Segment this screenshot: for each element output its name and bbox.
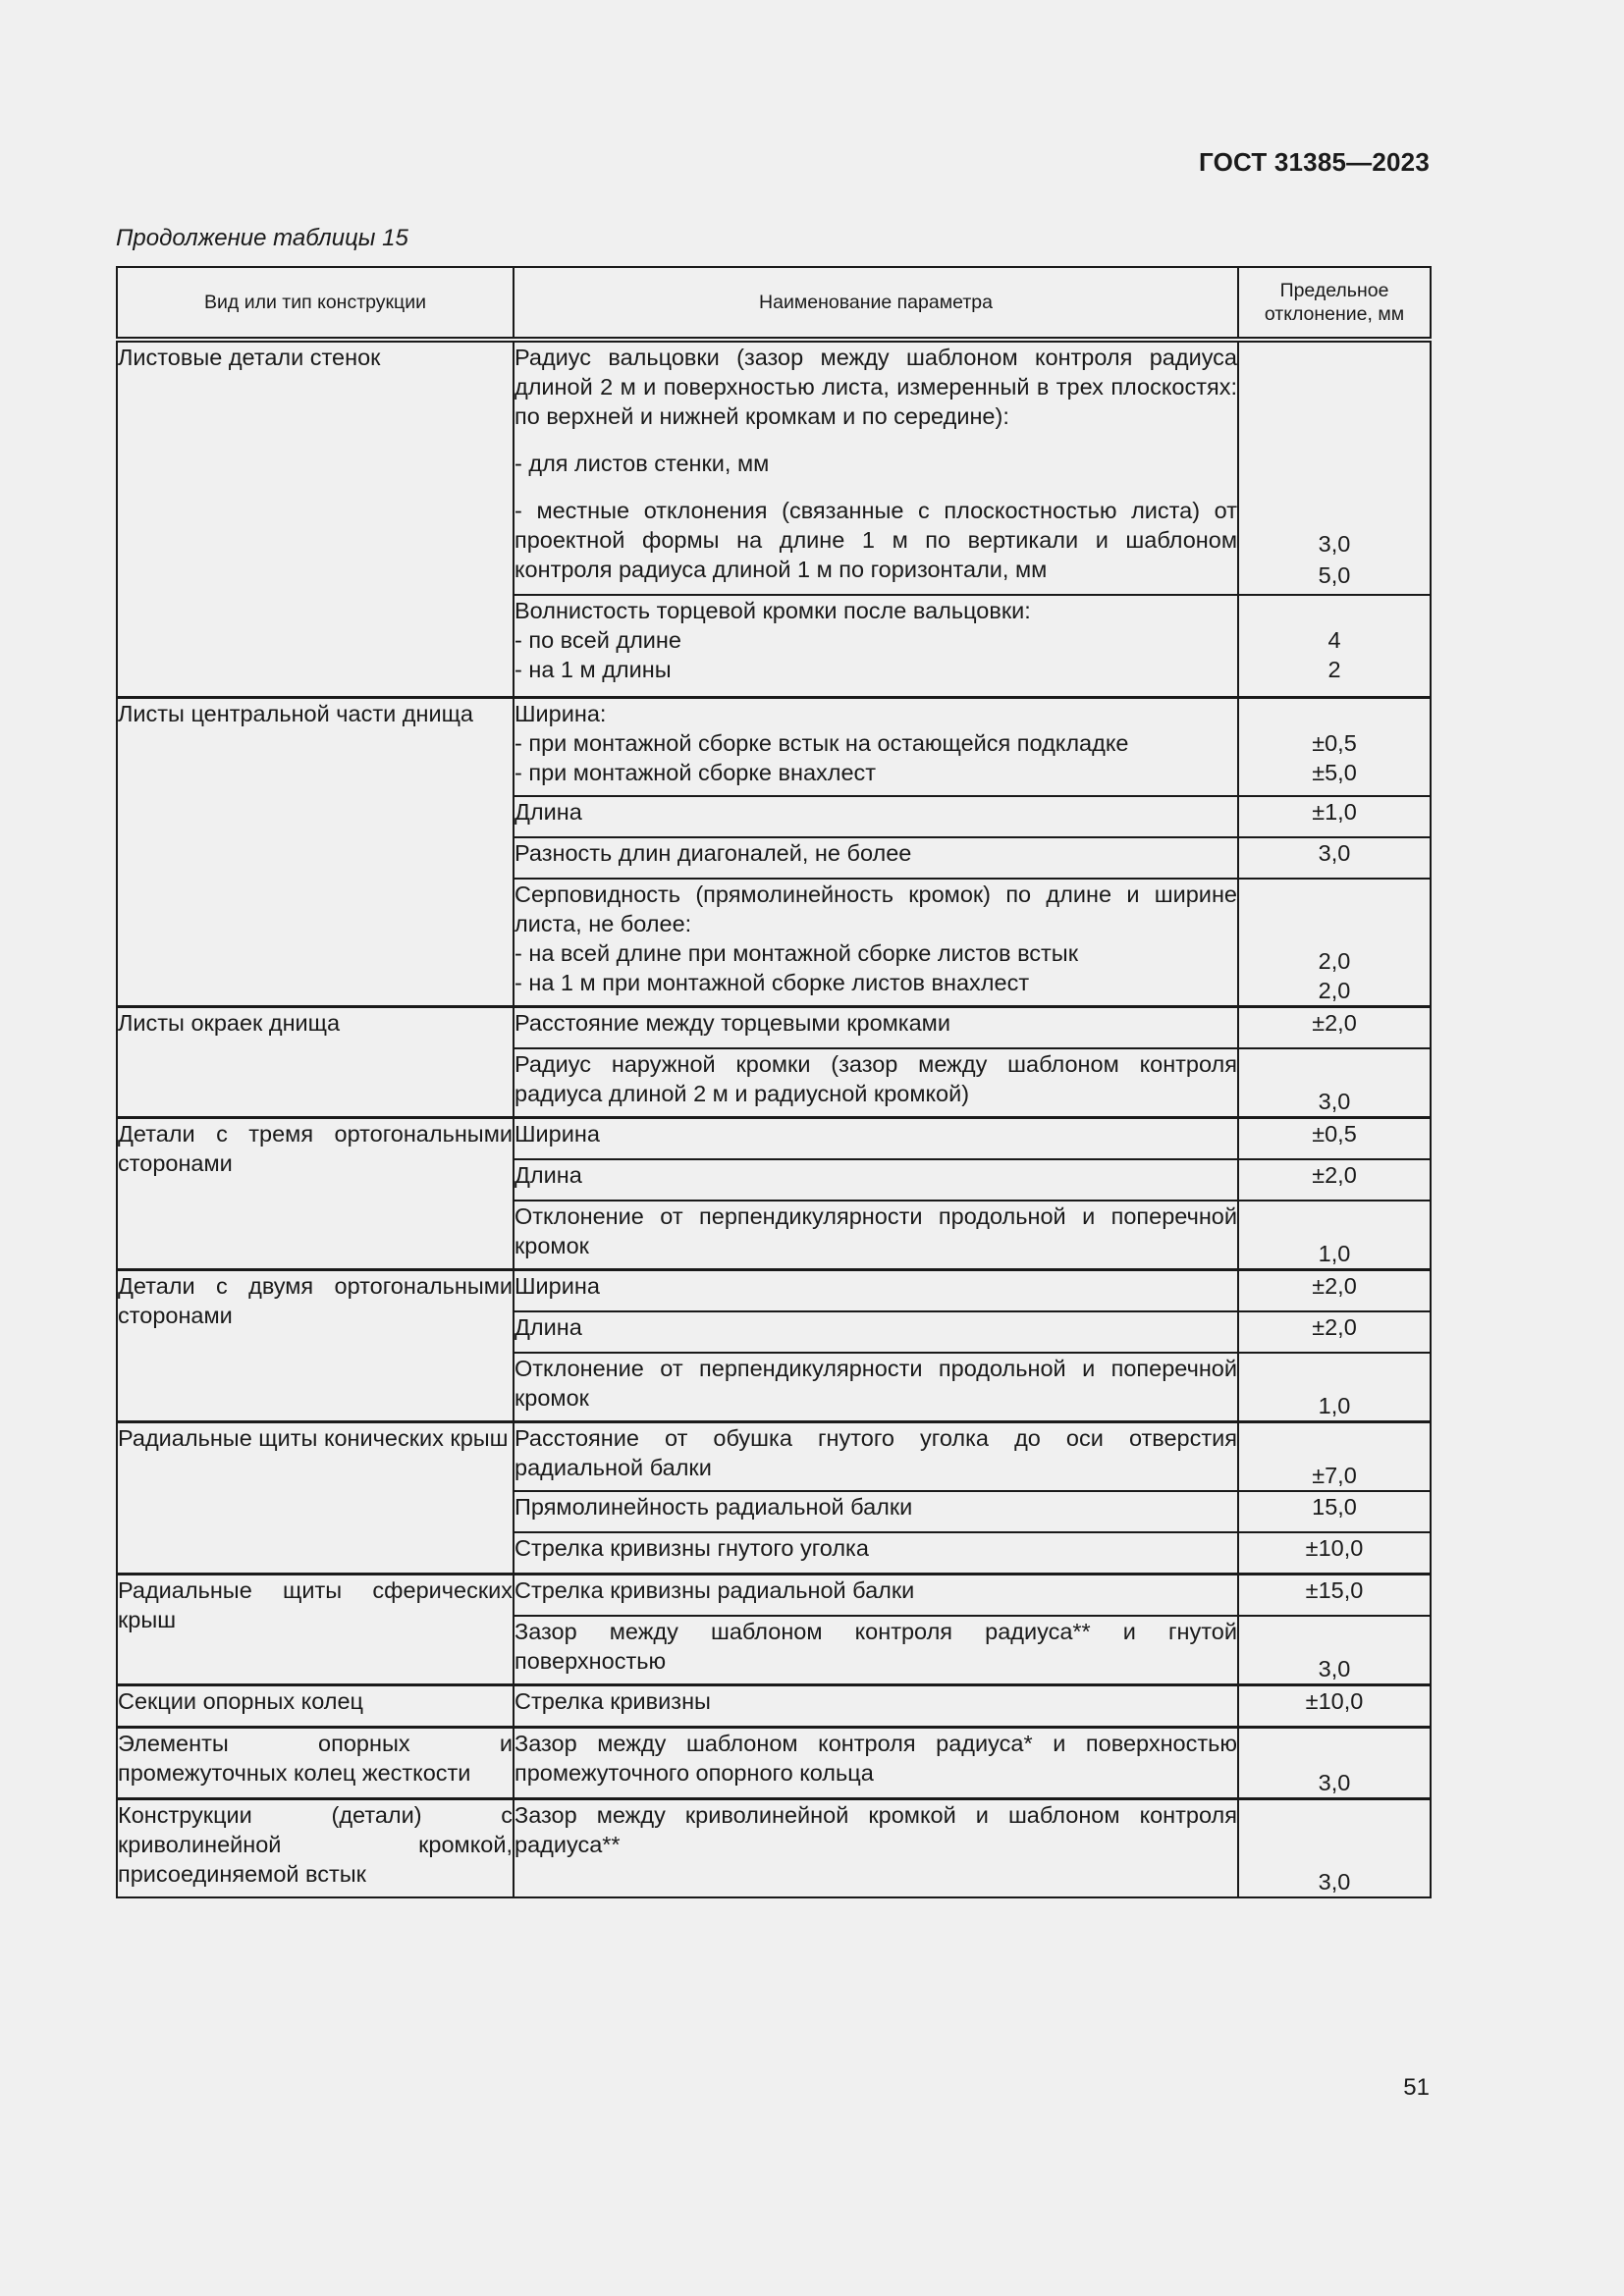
table-header-row	[117, 267, 1431, 340]
parameter-cell: Зазор между шаблоном контроля радиуса** и гнутой поверхностью	[514, 1616, 1238, 1685]
tolerance-value: 4	[1327, 627, 1341, 653]
parameter-title: Волнистость торцевой кромки после вальцовки:	[514, 598, 1031, 623]
parameter-item: - на 1 м длины	[514, 657, 672, 682]
parameter-item: - на всей длине при монтажной сборке листов встык	[514, 940, 1078, 966]
tolerance-cell: ±1,0	[1238, 796, 1431, 837]
tolerance-value: 2	[1327, 657, 1341, 682]
parameter-cell: Зазор между шаблоном контроля радиуса* и поверхностью промежуточного опорного кольца	[514, 1728, 1238, 1799]
construction-type-cell: Радиальные щиты сферических крыш	[117, 1575, 514, 1685]
tolerance-cell	[1238, 698, 1431, 797]
construction-type-cell: Листы окраек днища	[117, 1007, 514, 1118]
tolerance-cell	[1238, 879, 1431, 1007]
tolerance-value: ±5,0	[1312, 760, 1357, 785]
table-row	[117, 1270, 1431, 1312]
page-number: 51	[1403, 2074, 1430, 2101]
parameter-cell: Длина	[514, 796, 1238, 837]
tolerance-cell: ±10,0	[1238, 1532, 1431, 1575]
table-row	[117, 1422, 1431, 1492]
tolerance-cell: ±10,0	[1238, 1685, 1431, 1728]
table-caption: Продолжение таблицы 15	[116, 225, 408, 251]
tolerance-cell: ±2,0	[1238, 1007, 1431, 1049]
tolerance-cell: ±15,0	[1238, 1575, 1431, 1617]
tolerance-value: 5,0	[1318, 562, 1351, 588]
table-row	[117, 340, 1431, 595]
parameter-cell: Длина	[514, 1311, 1238, 1353]
parameter-cell	[514, 698, 1238, 797]
parameter-title: Ширина:	[514, 701, 607, 726]
parameter-item: - местные отклонения (связанные с плоскостностью листа) от проектной формы на длине 1 м по вертикали и шаблоном контроля радиуса длиной 1 м по горизонтали, мм	[514, 498, 1237, 582]
parameter-cell	[514, 595, 1238, 698]
header-construction-type: Вид или тип конструкции	[117, 267, 514, 340]
tolerance-cell: 3,0	[1238, 1728, 1431, 1799]
construction-type-cell: Секции опорных колец	[117, 1685, 514, 1728]
construction-type-cell: Листы центральной части днища	[117, 698, 514, 1007]
tolerance-cell: 3,0	[1238, 1616, 1431, 1685]
parameter-cell: Стрелка кривизны радиальной балки	[514, 1575, 1238, 1617]
header-tolerance	[1238, 267, 1431, 340]
parameter-cell: Разность длин диагоналей, не более	[514, 837, 1238, 879]
tolerance-cell: ±7,0	[1238, 1422, 1431, 1492]
tolerance-cell	[1238, 595, 1431, 698]
parameter-cell: Прямолинейность радиальной балки	[514, 1491, 1238, 1532]
tolerance-cell: 3,0	[1238, 1048, 1431, 1118]
tolerance-cell	[1238, 340, 1431, 595]
construction-type-cell: Листовые детали стенок	[117, 340, 514, 698]
parameter-cell: Длина	[514, 1159, 1238, 1201]
parameter-cell: Отклонение от перпендикулярности продольной и поперечной кромок	[514, 1353, 1238, 1422]
tolerance-cell: ±2,0	[1238, 1311, 1431, 1353]
parameter-item: - при монтажной сборке встык на остающейся подкладке	[514, 730, 1129, 756]
construction-type-cell: Детали с двумя ортогональными сторонами	[117, 1270, 514, 1422]
header-tolerance-line-2: отклонение, мм	[1264, 303, 1405, 325]
parameter-cell: Зазор между криволинейной кромкой и шаблоном контроля радиуса**	[514, 1799, 1238, 1898]
tolerance-value: 2,0	[1318, 978, 1351, 1003]
parameter-cell: Стрелка кривизны гнутого уголка	[514, 1532, 1238, 1575]
parameter-intro: Радиус вальцовки (зазор между шаблоном контроля радиуса длиной 2 м и поверхностью листа, измеренный в трех плоскостях: по верхней и нижней кромкам и по середине):	[514, 345, 1237, 429]
parameter-cell: Ширина	[514, 1270, 1238, 1312]
tolerance-cell: 1,0	[1238, 1201, 1431, 1270]
table-row	[117, 1799, 1431, 1898]
tolerance-cell: 3,0	[1238, 1799, 1431, 1898]
parameter-cell	[514, 340, 1238, 595]
tolerance-cell: 15,0	[1238, 1491, 1431, 1532]
parameter-cell: Радиус наружной кромки (зазор между шаблоном контроля радиуса длиной 2 м и радиусной кромкой)	[514, 1048, 1238, 1118]
table-row	[117, 1575, 1431, 1617]
parameter-cell: Стрелка кривизны	[514, 1685, 1238, 1728]
tolerance-value: ±0,5	[1312, 730, 1357, 756]
tolerance-cell: 3,0	[1238, 837, 1431, 879]
parameter-cell: Отклонение от перпендикулярности продольной и поперечной кромок	[514, 1201, 1238, 1270]
construction-type-cell: Конструкции (детали) с криволинейной кромкой, присоединяемой встык	[117, 1799, 514, 1898]
document-code: ГОСТ 31385—2023	[1199, 147, 1430, 177]
construction-type-cell: Элементы опорных и промежуточных колец жесткости	[117, 1728, 514, 1799]
header-tolerance-line-1: Предельное	[1279, 280, 1389, 301]
parameter-item: - при монтажной сборке внахлест	[514, 760, 877, 785]
parameter-item: - для листов стенки, мм	[514, 451, 770, 476]
table-row	[117, 1007, 1431, 1049]
parameter-cell: Расстояние между торцевыми кромками	[514, 1007, 1238, 1049]
table-row	[117, 1685, 1431, 1728]
tolerance-table	[116, 266, 1432, 1898]
parameter-item: - на 1 м при монтажной сборке листов внахлест	[514, 970, 1030, 995]
parameter-cell: Расстояние от обушка гнутого уголка до оси отверстия радиальной балки	[514, 1422, 1238, 1492]
parameter-cell: Ширина	[514, 1118, 1238, 1160]
table-row	[117, 1728, 1431, 1799]
tolerance-value: 2,0	[1318, 948, 1351, 974]
parameter-cell	[514, 879, 1238, 1007]
parameter-title: Серповидность (прямолинейность кромок) по длине и ширине листа, не более:	[514, 881, 1237, 936]
table-row	[117, 1118, 1431, 1160]
construction-type-cell: Детали с тремя ортогональными сторонами	[117, 1118, 514, 1270]
construction-type-cell: Радиальные щиты конических крыш	[117, 1422, 514, 1575]
tolerance-cell: ±2,0	[1238, 1159, 1431, 1201]
tolerance-cell: ±0,5	[1238, 1118, 1431, 1160]
tolerance-cell: 1,0	[1238, 1353, 1431, 1422]
tolerance-value: 3,0	[1318, 531, 1351, 557]
header-parameter-name: Наименование параметра	[514, 267, 1238, 340]
table-row	[117, 698, 1431, 797]
parameter-item: - по всей длине	[514, 627, 681, 653]
tolerance-cell: ±2,0	[1238, 1270, 1431, 1312]
